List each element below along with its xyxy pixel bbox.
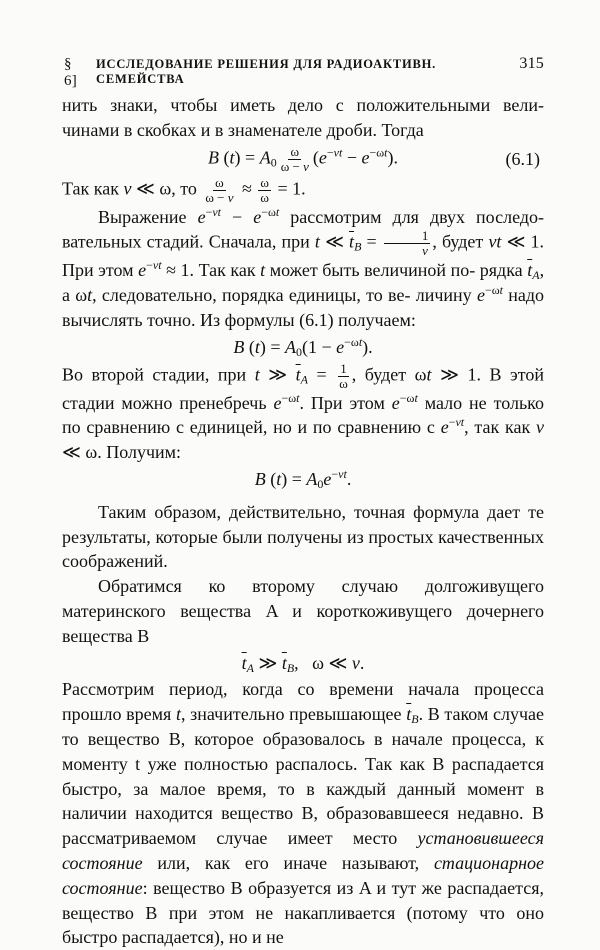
paragraph-2: Так как v ≪ ω, то $\frac{\omega}{\omega - v}$ ≈ $\frac{\omega}{\omega}$ = 1. [62,174,306,205]
paragraph-6: Обратимся ко второму случаю долгоживущего материнского вещества A и короткоживущего дочернего вещества B [62,576,544,646]
paragraph-5: Таким образом, действительно, точная формула дает те результаты, которые были получены из простых качественных соображений. [62,501,544,572]
paragraph-3: Выражение $e^{-vt} - e^{-\omega t}$ рассмотрим для двух последо- вательных стадий. Сначала, при t ≪ $\overline{t}_B$ = $\frac{1}{v}$ , будет vt ≪ 1. При этом $e^{-vt} \approx 1$. Так как t может быть величиной по- рядка $\overline{t}_A$, а ωt, следовательно, порядка единицы, то ве- личину $e^{-\omega t}$ надо вычислять точно. Из формулы (6.1) получаем: [62,204,545,330]
header-title: ИССЛЕДОВАНИЕ РЕШЕНИЯ ДЛЯ РАДИОАКТИВН. СЕМЕЙСТВА [96,57,437,86]
page-body [62,93,544,950]
equation-condition: $\overline{t}_A$ ≫ $\overline{t}_B$, ω ≪ v. [241,652,365,675]
section-marker: § 6] [64,56,77,89]
page-number: 315 [519,55,544,72]
paragraph-4: Во второй стадии, при t ≫ $\overline{t}_A$ = $\frac{1}{\omega}$ , будет ωt ≫ 1. В этой стадии можно пренебречь $e^{-\omega t}$. При этом $e^{-\omega t}$ мало не только по сравнению с единицей, но и по сравнению с $e^{-vt}$, так как v ≪ ω. Получим: [62,360,545,463]
equation-b-short-times: B $(t) = A_0(1 - e^{-\omega t})$. [233,334,373,359]
paragraph-7: Рассмотрим период, когда со времени начала процесса прошло время t, значительно превышающее $\overline{t}_B$. В таком случае то вещество B, которое образовалось в начале процесса, к моменту t уже полностью распалось. Так как B распадается быстро, за малое время, то в каждый данный момент в наличии находится вещество B, образовавшееся недавно. В рассматриваемом случае имеет место установившееся состояние или, как его иначе называют, стационарное состояние: вещество B образуется из A и тут же распадается, вещество B при этом не накапливается (потому что оно быстро распадается), но и не [62,679,545,948]
equation-label: (6.1) [505,148,540,169]
paragraph-1: нить знаки, чтобы иметь дело с положительными вели- чинами в скобках и в знаменателе дроби. Тогда [62,95,544,140]
equation-6-1: B $(t) = A_0$ $\frac{\omega}{\omega - v}$ $(e^{-vt} - e^{-\omega t})$. (6.1) [208,143,540,174]
term-steady-state: установившееся состояние [62,828,544,873]
running-header [64,55,544,90]
equation-b-long-times: B $(t) = A_0e^{-vt}$. [254,466,352,491]
term-stationary-state: стационарное состояние [62,852,544,898]
